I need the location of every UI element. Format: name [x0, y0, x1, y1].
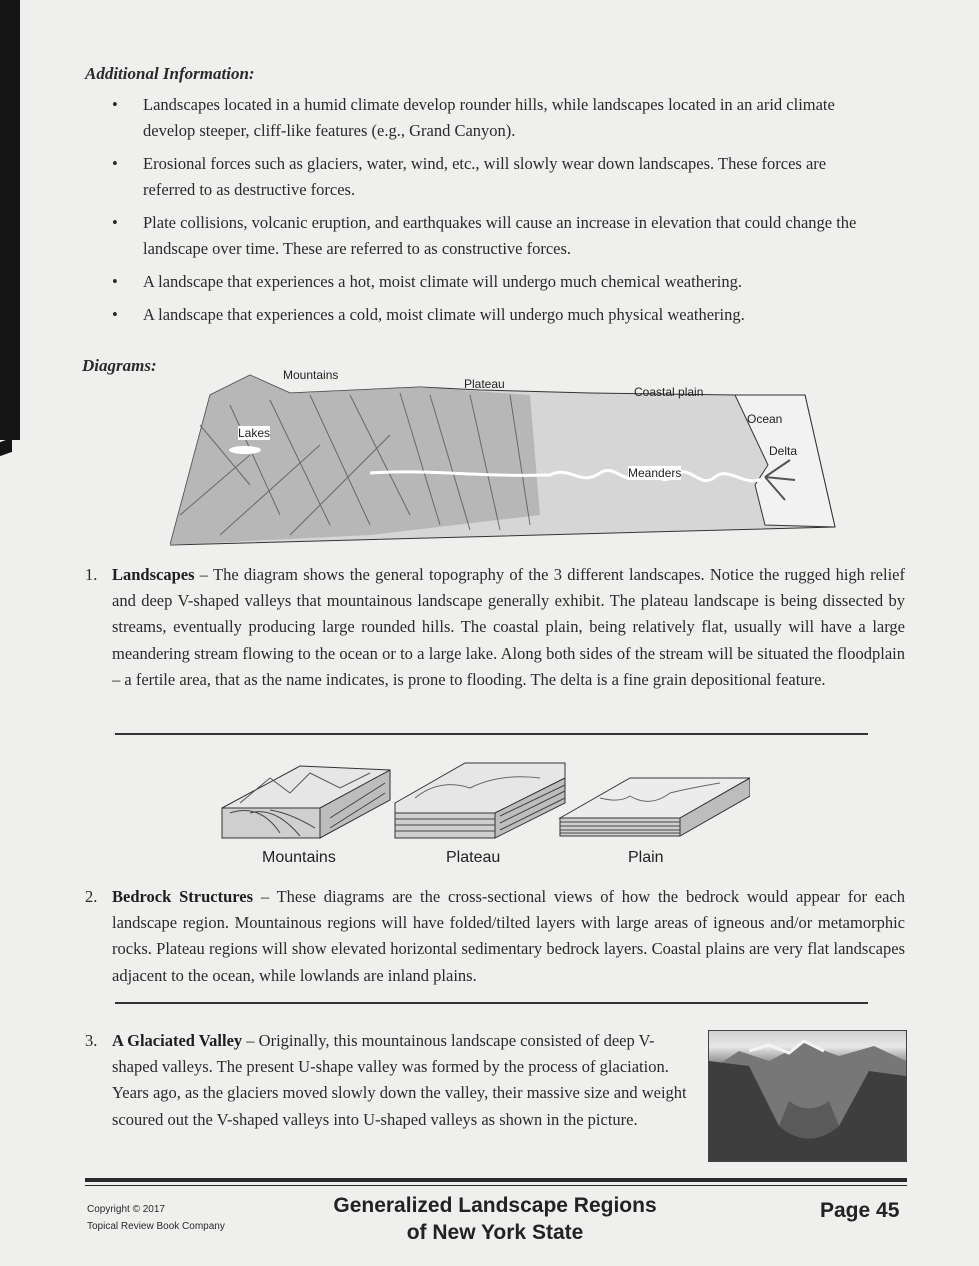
plain-block: [560, 778, 750, 836]
additional-info-list: [112, 92, 882, 335]
label-meanders: Meanders: [628, 466, 682, 480]
u-valley-image: [709, 1031, 906, 1161]
scan-edge-tip: [0, 438, 12, 456]
mountains-block: [222, 766, 390, 838]
list-item: • A landscape that experiences a cold, moist climate will undergo much physical weathering.: [112, 302, 882, 328]
label-mountains: Mountains: [283, 368, 339, 382]
footer-rule: [85, 1178, 907, 1182]
footer-publisher: Topical Review Book Company: [87, 1221, 225, 1232]
list-item: • Plate collisions, volcanic eruption, and earthquakes will cause an increase in elevation that could change the landscape over time. These are referred to as constructive forces.: [112, 210, 882, 262]
scan-edge: [0, 0, 20, 440]
item-text: – Originally, this mountainous landscape consisted of deep V-shaped valleys. The present U-shape valley was formed by the process of glaciation. Years ago, as the glaciers moved slowly down the valley, their massive size and weight scoured out the V-shaped valleys into U-shaped valleys as shown in the picture.: [112, 1031, 687, 1129]
label-coastal-plain: Coastal plain: [634, 385, 704, 399]
list-item: • A landscape that experiences a hot, moist climate will undergo much chemical weathering.: [112, 269, 882, 295]
item-glaciated-valley: [85, 1028, 690, 1133]
diagrams-heading: Diagrams:: [82, 356, 157, 375]
label-plateau: Plateau: [464, 377, 505, 391]
block-label-mountains: Mountains: [262, 849, 336, 866]
item-title: Bedrock Structures: [112, 887, 254, 906]
list-item: • Erosional forces such as glaciers, water, wind, etc., will slowly wear down landscapes. These forces are referred to as destructive forces.: [112, 151, 882, 203]
bedrock-block-diagrams: [220, 758, 750, 843]
label-lakes: Lakes: [238, 426, 271, 440]
item-landscapes: [85, 562, 905, 693]
landscape-diagram: [170, 365, 840, 550]
divider: [115, 733, 868, 735]
list-item: • Landscapes located in a humid climate develop rounder hills, while landscapes located in an arid climate develop steeper, cliff-like features (e.g., Grand Canyon).: [112, 92, 882, 144]
plateau-block: [395, 763, 565, 838]
item-text: – These diagrams are the cross-sectional views of how the bedrock would appear for each landscape region. Mountainous regions will have folded/tilted layers with large areas of igneous and/or metamorphic rocks. Plateau regions will show elevated horizontal sedimentary bedrock layers. Coastal plains are very flat landscapes adjacent to the ocean, while lowlands are inland plains.: [112, 887, 905, 985]
item-number: 1.: [85, 565, 98, 584]
block-label-plateau: Plateau: [446, 849, 501, 866]
additional-info-heading: Additional Information:: [85, 64, 255, 83]
item-number: 3.: [85, 1031, 98, 1050]
label-delta: Delta: [769, 444, 798, 458]
footer-title: [300, 1192, 690, 1246]
label-ocean: Ocean: [747, 412, 783, 426]
item-title: Landscapes: [112, 565, 195, 584]
block-label-plain: Plain: [628, 849, 664, 866]
footer-copyright: Copyright © 2017: [87, 1204, 165, 1215]
page-number: Page 45: [820, 1199, 900, 1222]
item-text: – The diagram shows the general topography of the 3 different landscapes. Notice the rugged high relief and deep V-shaped valleys that mountainous landscape generally exhibit. The plateau landscape is being dissected by streams, eventually producing large rounded hills. The coastal plain, being relatively flat, usually will have a large meandering stream flowing to the ocean or to a large lake. Along both sides of the stream will be situated the floodplain – a fertile area, that as the name indicates, is prone to flooding. The delta is a fine grain depositional feature.: [112, 565, 905, 689]
glaciated-valley-photo: [708, 1030, 907, 1162]
divider: [115, 1002, 868, 1004]
footer-title-line2: of New York State: [406, 1221, 584, 1244]
item-number: 2.: [85, 887, 98, 906]
footer-rule-thin: [85, 1185, 907, 1186]
item-bedrock-structures: [85, 884, 905, 989]
footer-title-line1: Generalized Landscape Regions: [333, 1194, 657, 1217]
item-title: A Glaciated Valley: [112, 1031, 243, 1050]
